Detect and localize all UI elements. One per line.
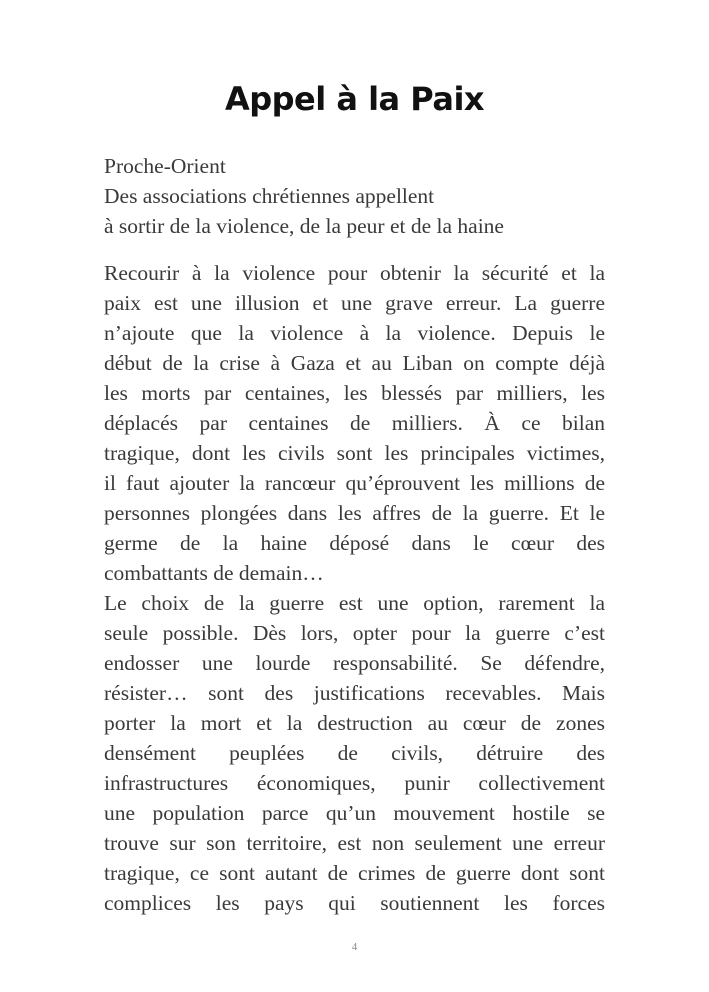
subtitle-line: Des associations chrétiennes appellent [104, 184, 435, 208]
subtitle-line: à sortir de la violence, de la peur et de la haine [104, 214, 504, 238]
page-title: Appel à la Paix [224, 80, 485, 118]
body-line: Le choix de la guerre est une option, rarement la [104, 591, 605, 615]
body-line: densément peuplées de civils, détruire des [104, 741, 605, 765]
body-line: combattants de demain… [104, 561, 324, 585]
body-line: tragique, ce sont autant de crimes de guerre dont sont [104, 861, 605, 885]
body-line: infrastructures économiques, punir collectivement [104, 771, 605, 795]
body-line: endosser une lourde responsabilité. Se défendre, [104, 651, 605, 675]
page-number: 4 [351, 941, 358, 953]
body-line: début de la crise à Gaza et au Liban on compte déjà [104, 351, 605, 375]
body-line: n’ajoute que la violence à la violence. Depuis le [104, 321, 605, 345]
body-line: tragique, dont les civils sont les principales victimes, [104, 441, 605, 465]
body-line: trouve sur son territoire, est non seulement une erreur [104, 831, 605, 855]
subtitle-line: Proche-Orient [104, 154, 226, 178]
body-line: il faut ajouter la rancœur qu’éprouvent les millions de [104, 471, 605, 495]
body-line: une population parce qu’un mouvement hostile se [104, 801, 605, 825]
body-line: seule possible. Dès lors, opter pour la guerre c’est [104, 621, 605, 645]
body-line: paix est une illusion et une grave erreur. La guerre [104, 291, 605, 315]
body-line: personnes plongées dans les affres de la guerre. Et le [104, 501, 605, 525]
body-line: germe de la haine déposé dans le cœur des [104, 531, 605, 555]
body-line: Recourir à la violence pour obtenir la sécurité et la [104, 261, 605, 285]
body-line: résister… sont des justifications recevables. Mais [104, 681, 605, 705]
body-line: complices les pays qui soutiennent les forces [104, 891, 605, 915]
body-line: les morts par centaines, les blessés par milliers, les [104, 381, 605, 405]
body-line: porter la mort et la destruction au cœur de zones [104, 711, 605, 735]
body-line: déplacés par centaines de milliers. À ce bilan [104, 411, 605, 435]
